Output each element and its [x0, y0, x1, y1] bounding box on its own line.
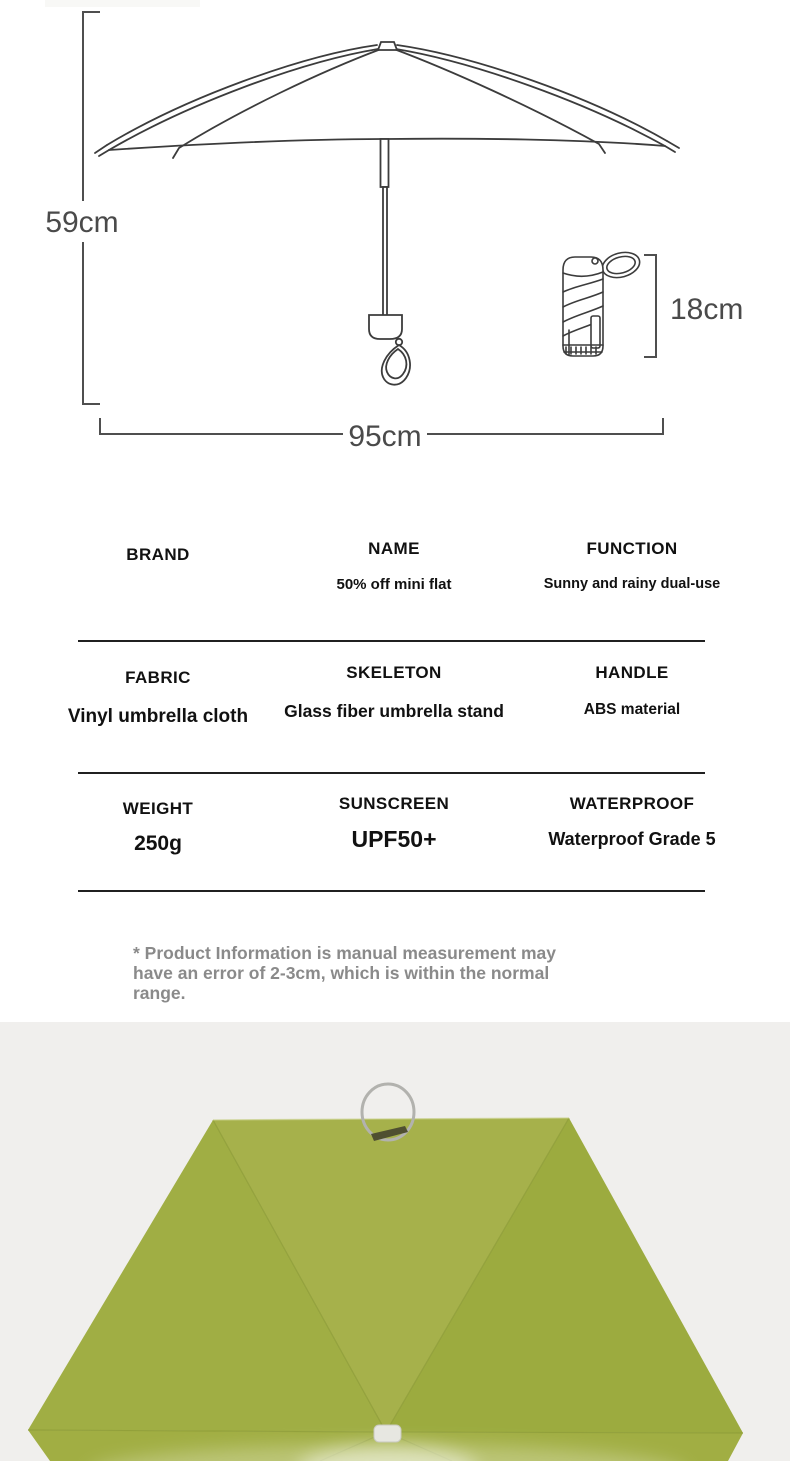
spec-row-1 [40, 520, 752, 640]
spec-label: NAME [368, 539, 420, 558]
folded-umbrella-drawing [563, 248, 642, 356]
height-dimension-label: 59cm [45, 206, 119, 239]
green-umbrella-photo [0, 1022, 790, 1461]
dimension-lines [83, 12, 663, 434]
spec-cell-waterproof [512, 772, 752, 890]
folded-height-dimension-label: 18cm [670, 293, 744, 326]
spec-cell-weight [40, 772, 276, 890]
folded-strap-loop [600, 248, 643, 281]
spec-cell-skeleton [276, 640, 512, 772]
spec-value: Waterproof Grade 5 [548, 829, 716, 849]
right-rib-tip [665, 141, 679, 152]
spec-label: FUNCTION [586, 539, 678, 558]
spec-cell-handle [512, 640, 752, 772]
product-photo [0, 1022, 790, 1461]
spec-value: Sunny and rainy dual-use [543, 576, 721, 592]
left-rib-tip [95, 145, 109, 156]
ferrule-cap [378, 42, 397, 50]
spec-value: UPF50+ [351, 826, 437, 852]
spec-value: 250g [134, 832, 182, 855]
spec-label: SUNSCREEN [338, 794, 450, 813]
spec-cell-fabric [40, 640, 276, 772]
spec-row-2 [40, 640, 752, 772]
disclaimer-line: have an error of 2-3cm, which is within the normal [133, 963, 550, 983]
spec-label: HANDLE [595, 663, 669, 682]
spec-row-3 [40, 772, 752, 890]
width-dimension-label: 95cm [348, 420, 422, 453]
center-tab [374, 1425, 401, 1442]
spec-cell-sunscreen [276, 772, 512, 890]
spec-value: Vinyl umbrella cloth [67, 706, 249, 727]
spec-label: FABRIC [125, 668, 191, 687]
spec-cell-function [512, 520, 752, 640]
disclaimer-line: range. [133, 983, 186, 1003]
spec-label: BRAND [126, 545, 190, 564]
spec-label: SKELETON [346, 663, 442, 682]
shaft-lower [383, 187, 387, 316]
table-divider [78, 890, 705, 892]
folded-velcro-strap [591, 316, 600, 348]
spec-value: 50% off mini flat [336, 576, 452, 593]
measurement-disclaimer [133, 943, 653, 1003]
spec-cell-brand [40, 520, 276, 640]
umbrella-dimensions-diagram [0, 0, 790, 460]
spec-label: WATERPROOF [569, 794, 695, 813]
handle-cup [369, 315, 402, 339]
spec-cell-name [276, 520, 512, 640]
spec-value: Glass fiber umbrella stand [284, 701, 504, 721]
spec-value: ABS material [583, 701, 681, 718]
shaft-upper [381, 139, 389, 187]
folded-dimension-line [645, 255, 656, 357]
disclaimer-line: * Product Information is manual measurement may [133, 943, 557, 963]
spec-label: WEIGHT [122, 799, 194, 818]
umbrella-canopy [28, 1118, 743, 1461]
